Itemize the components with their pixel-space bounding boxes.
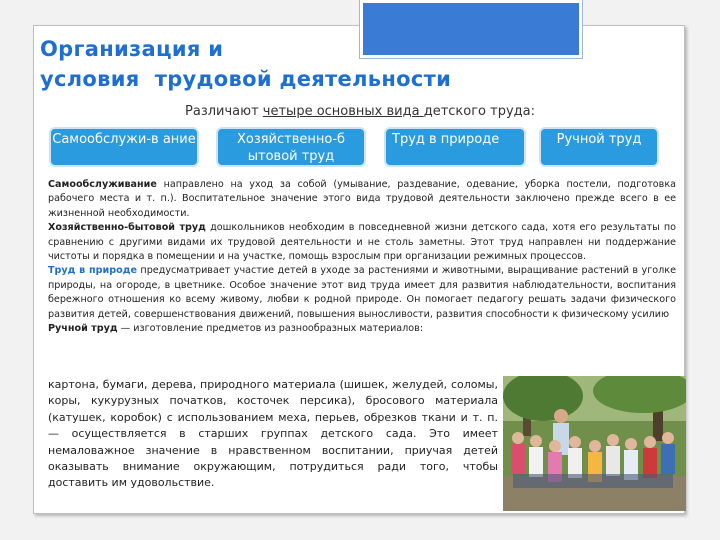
- paragraph-self-service: [48, 178, 676, 221]
- type-manual: Ручной труд: [539, 127, 659, 167]
- subtitle-pre: Различают: [185, 104, 263, 119]
- subtitle-post: детского труда:: [423, 104, 535, 119]
- term: Труд в природе: [48, 265, 137, 277]
- term: Ручной труд: [48, 323, 118, 335]
- subtitle-underlined: четыре основных вида: [262, 104, 424, 119]
- continuation-text: картона, бумаги, дерева, природного материала (шишек, желудей, соломы, коры, кукурузных початков, косточек персика), бросового материала (катушек, коробок) с использованием меха, перьев, обрезков ткани и т. п. — осуществляется в старших группах детского сада. Это имеет немаловажное значение в нравственном воспитании, приучая детей оказывать внимание окружающим, потрудиться ради того, чтобы доставить им удовольствие.: [48, 378, 498, 490]
- page-title: [40, 34, 451, 94]
- paragraph-text: предусматривает участие детей в уходе за растениями и животными, выращивание растений в уголке природы, на огороде, в цветнике. Особое значение этот вид труда имеет для развития наблюдательности, воспитания бережного отношения ко всему живому, любви к родной природе. Он помогает педагогу решать задачи физического развития детей, совершенствования движений, повышения выносливости, развития способности к физическому усилию: [48, 265, 676, 320]
- paragraph-household: [48, 221, 676, 264]
- body-text: [48, 178, 676, 336]
- paragraph-text: — изготовление предметов из разнообразных материалов:: [117, 323, 424, 335]
- term: Хозяйственно-бытовой труд: [48, 222, 206, 234]
- term: Самообслуживание: [48, 179, 157, 190]
- subtitle: [0, 104, 720, 119]
- title-line-2: условия трудовой деятельности: [40, 67, 452, 91]
- paragraph-text: дошкольников необходим в повседневной жизни детского сада, хотя его результаты по сравнению с другими видами их трудовой деятельности и не столь заметны. Этот труд направлен ни поддержание чистоты и порядка в помещении и на участке, помощь взрослым при организации режимных процессов.: [48, 222, 676, 263]
- type-nature: Труд в природе: [384, 127, 526, 167]
- type-self-service: Самообслужи-в ание: [49, 127, 199, 167]
- paragraph-nature: [48, 264, 676, 322]
- children-group-photo: [503, 376, 686, 511]
- type-household: Хозяйственно-б ытовой труд: [216, 127, 366, 167]
- title-line-1: Организация и: [40, 37, 224, 61]
- paragraph-manual: [48, 322, 676, 336]
- paragraph-text: направлено на уход за собой (умывание, раздевание, одевание, уборка постели, подготовка рабочего места и т. п.). Воспитательное значение этого вида трудовой деятельности заключено прежде всего в ее жизненной необходимости.: [48, 179, 676, 219]
